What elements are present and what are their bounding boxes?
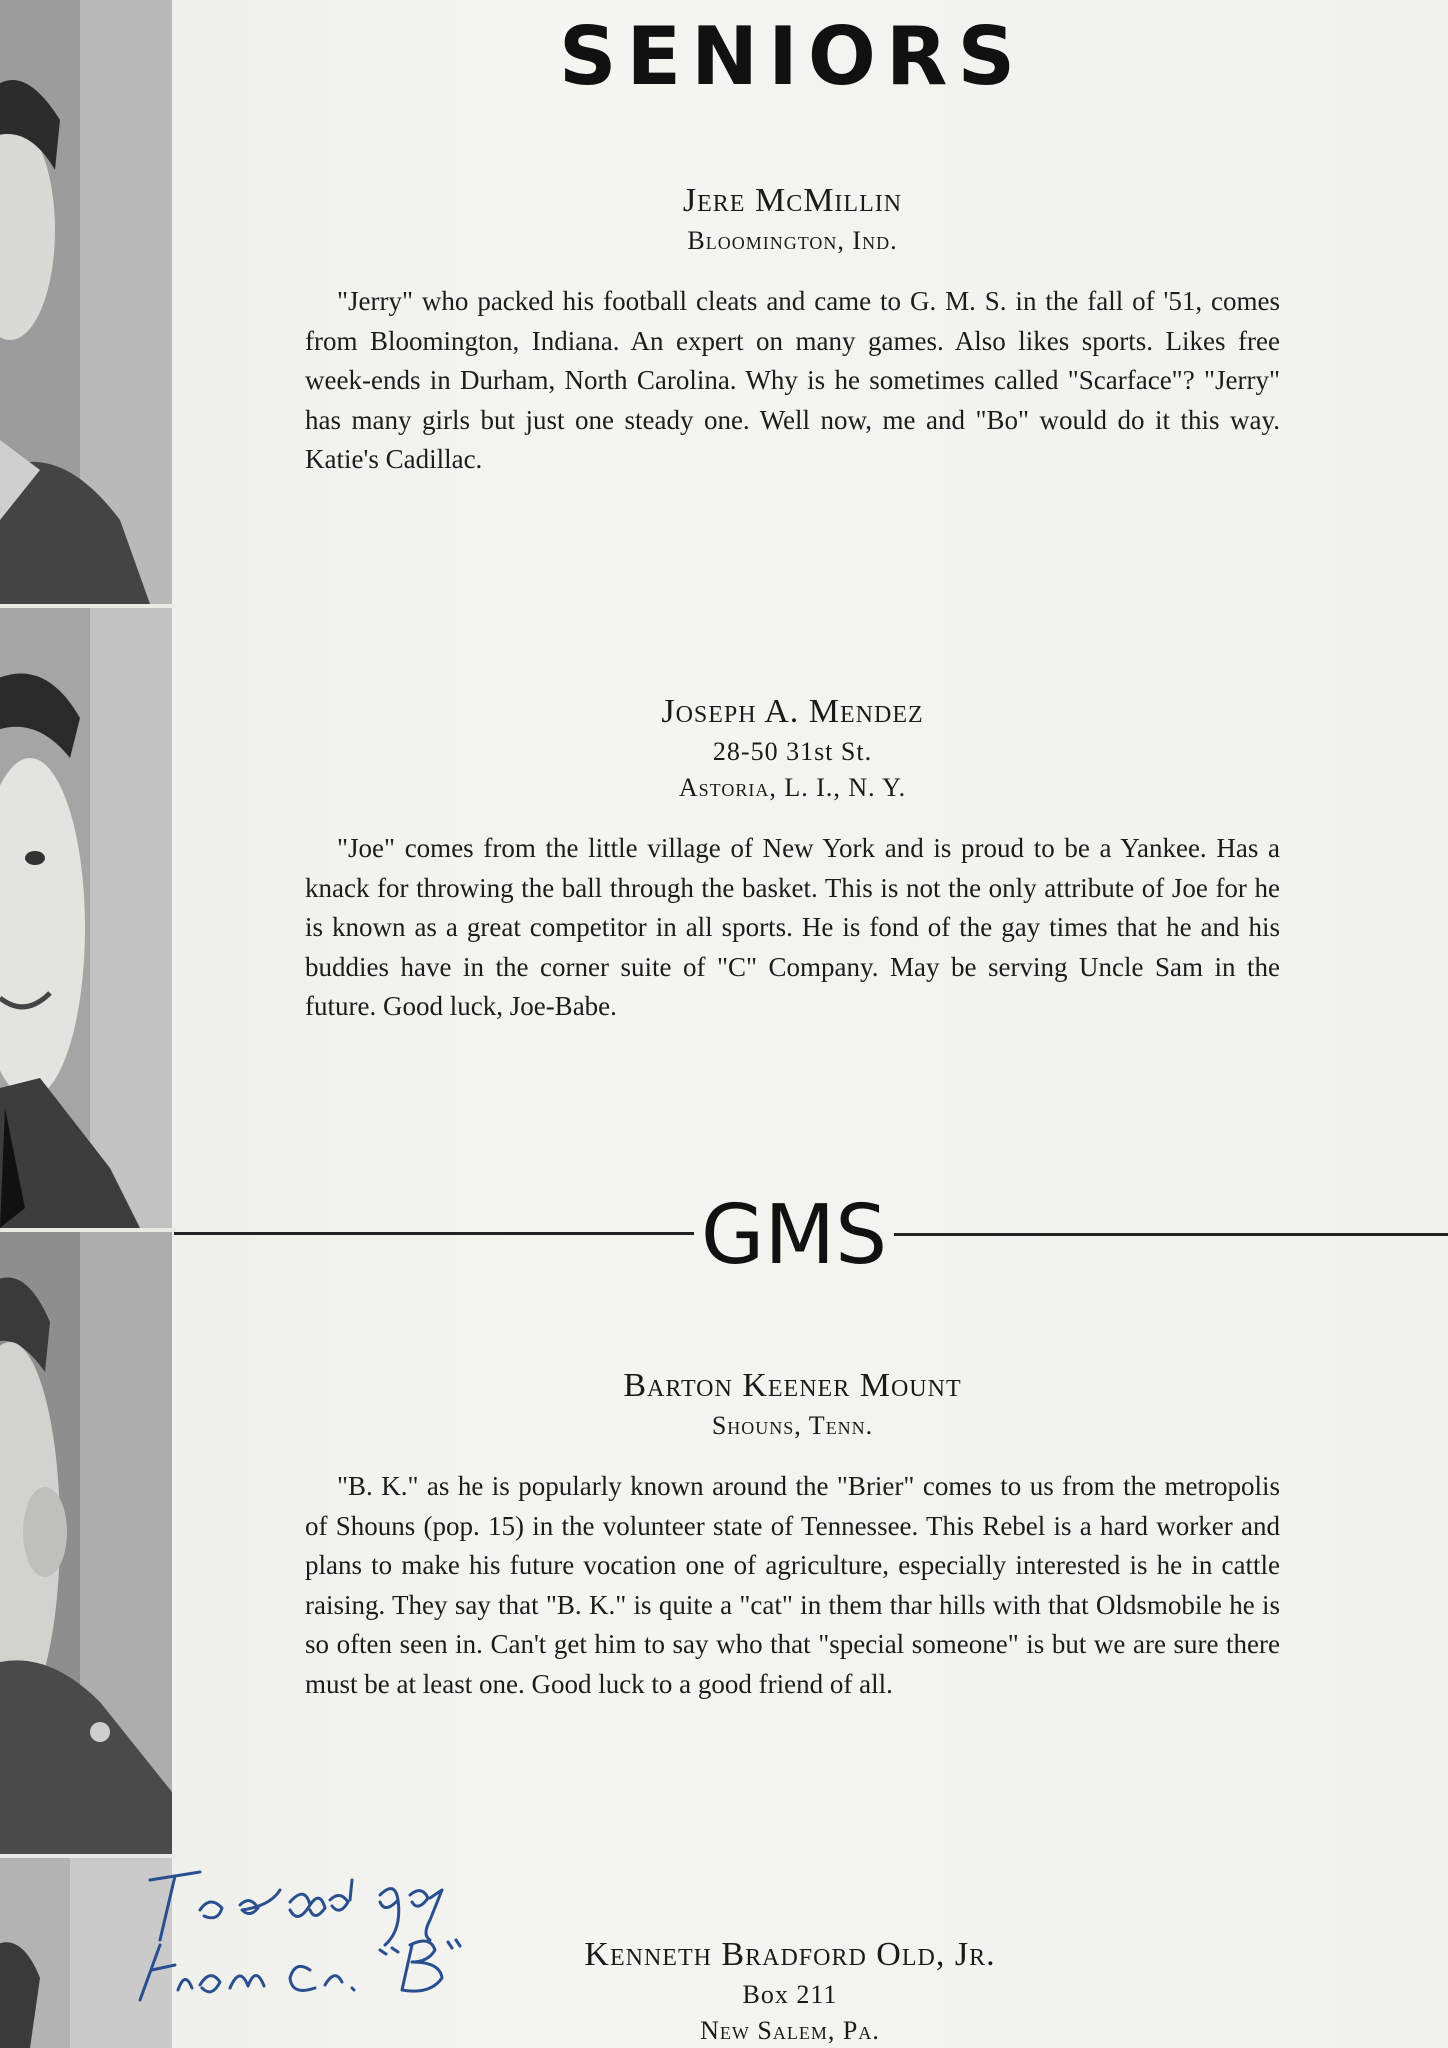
senior-biography: "Jerry" who packed his football cleats and came to G. M. S. in the fall of '51, comes from Bloomington, Indiana. An expert on many games. Also likes sports. Likes free week-ends in Durham, North Carolina. Why is he sometimes called "Scarface"? "Jerry" has many girls but just one steady one. Well now, me and "Bo" would do it this way. Katie's Cadillac.	[305, 286, 1280, 474]
senior-entry	[305, 1367, 1280, 1704]
portrait-photo-mount	[0, 1232, 172, 1854]
divider-logo-text: GMS	[700, 1188, 888, 1283]
portrait-strip	[0, 0, 172, 2048]
senior-address-line: Shouns, Tenn.	[711, 1411, 874, 1440]
senior-address-line: Bloomington, Ind.	[687, 226, 898, 255]
senior-entry	[305, 693, 1280, 1027]
handwritten-signature	[130, 1850, 570, 2030]
gms-divider	[174, 1190, 1448, 1282]
portrait-photo-mcmillin	[0, 0, 172, 604]
senior-address-line: 28-50 31st St.	[712, 737, 873, 766]
senior-name: Kenneth Bradford Old, Jr.	[584, 1936, 996, 1973]
senior-biography: "B. K." as he is popularly known around the "Brier" comes to us from the metropolis of Shouns (pop. 15) in the volunteer state of Tennessee. This Rebel is a hard worker and plans to make his future vocation one of agriculture, especially interested is he in cattle raising. They say that "B. K." is quite a "cat" in them thar hills with that Oldsmobile he is so often seen in. Can't get him to say who that "special someone" is but we are sure there must be at least one. Good luck to a good friend of all.	[305, 1471, 1280, 1699]
page-title: SENIORS	[558, 10, 1026, 103]
senior-address-line: New Salem, Pa.	[700, 2016, 880, 2045]
divider-rule-left	[174, 1232, 694, 1235]
senior-name: Joseph A. Mendez	[661, 693, 924, 730]
senior-name: Jere McMillin	[682, 182, 903, 219]
senior-address-line: Astoria, L. I., N. Y.	[678, 773, 907, 802]
senior-address-line: Box 211	[742, 1980, 838, 2009]
senior-entry	[305, 182, 1280, 480]
senior-name: Barton Keener Mount	[623, 1367, 962, 1404]
portrait-photo-mendez	[0, 608, 172, 1228]
senior-biography: "Joe" comes from the little village of New York and is proud to be a Yankee. Has a knack for throwing the ball through the basket. This is not the only attribute of Joe for he is known as a great competitor in all sports. He is fond of the gay times that he and his buddies have in the corner suite of "C" Company. May be serving Uncle Sam in the future. Good luck, Joe-Babe.	[305, 833, 1280, 1021]
divider-rule-right	[894, 1233, 1448, 1236]
